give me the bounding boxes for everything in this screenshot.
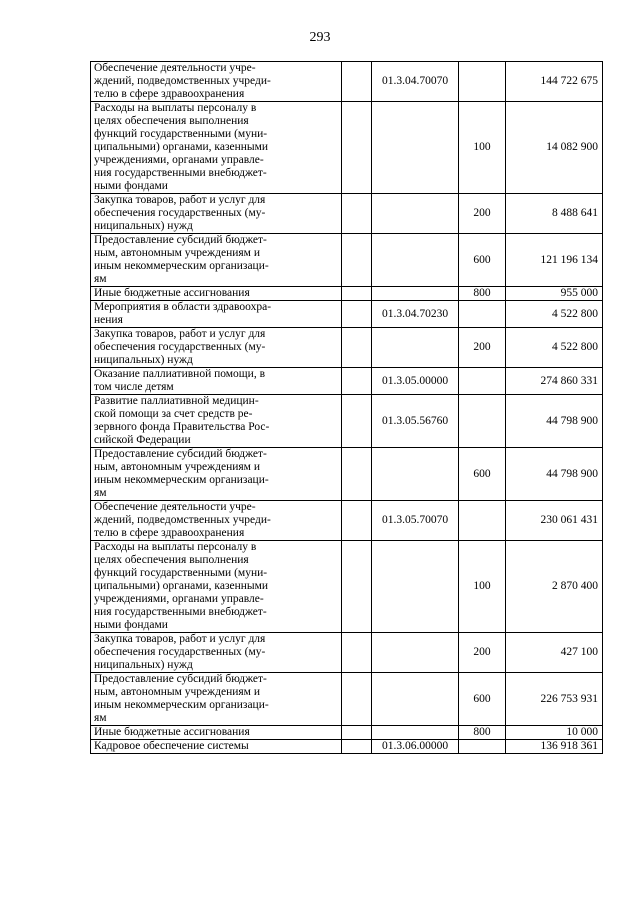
table-row: [91, 287, 603, 301]
row-code: [372, 194, 459, 234]
row-blank-cell: [342, 62, 372, 102]
row-expense-type: [459, 501, 506, 541]
row-name: Расходы на выплаты персоналу в целях обеспечения выполнения функций государственными (муни- ципальными) органами, казенными учреждениями, органами управле- ния государственными внебюджет- ными фондами: [91, 541, 342, 633]
row-expense-type: [459, 62, 506, 102]
row-name: Обеспечение деятельности учре- ждений, подведомственных учреди- телю в сфере здравоохранения: [91, 62, 342, 102]
table-row: [91, 501, 603, 541]
row-expense-type: [459, 301, 506, 328]
row-code: [372, 541, 459, 633]
row-amount: 955 000: [506, 287, 603, 301]
row-blank-cell: [342, 287, 372, 301]
row-code: 01.3.05.56760: [372, 395, 459, 448]
row-code: [372, 287, 459, 301]
row-blank-cell: [342, 102, 372, 194]
row-code: [372, 633, 459, 673]
row-expense-type: 600: [459, 673, 506, 726]
row-expense-type: 800: [459, 287, 506, 301]
row-name: Обеспечение деятельности учре- ждений, подведомственных учреди- телю в сфере здравоохранения: [91, 501, 342, 541]
table-row: [91, 740, 603, 754]
row-name: Закупка товаров, работ и услуг для обеспечения государственных (му- ниципальных) нужд: [91, 328, 342, 368]
row-blank-cell: [342, 234, 372, 287]
row-amount: 427 100: [506, 633, 603, 673]
table-row: [91, 102, 603, 194]
row-code: 01.3.04.70230: [372, 301, 459, 328]
row-expense-type: 800: [459, 726, 506, 740]
table-row: [91, 62, 603, 102]
row-amount: 44 798 900: [506, 448, 603, 501]
row-name: Иные бюджетные ассигнования: [91, 726, 342, 740]
row-code: 01.3.06.00000: [372, 740, 459, 754]
row-amount: 4 522 800: [506, 328, 603, 368]
row-blank-cell: [342, 541, 372, 633]
row-code: 01.3.04.70070: [372, 62, 459, 102]
row-blank-cell: [342, 448, 372, 501]
table-row: [91, 194, 603, 234]
row-amount: 226 753 931: [506, 673, 603, 726]
table-row: [91, 726, 603, 740]
row-blank-cell: [342, 673, 372, 726]
budget-table: [90, 61, 603, 754]
row-name: Предоставление субсидий бюджет- ным, автономным учреждениям и иным некоммерческим организаци- ям: [91, 234, 342, 287]
table-row: [91, 633, 603, 673]
row-blank-cell: [342, 368, 372, 395]
row-amount: 136 918 361: [506, 740, 603, 754]
row-expense-type: 100: [459, 102, 506, 194]
row-code: [372, 673, 459, 726]
row-blank-cell: [342, 501, 372, 541]
table-row: [91, 234, 603, 287]
row-amount: 144 722 675: [506, 62, 603, 102]
row-expense-type: 200: [459, 633, 506, 673]
row-name: Предоставление субсидий бюджет- ным, автономным учреждениям и иным некоммерческим организаци- ям: [91, 673, 342, 726]
table-row: [91, 541, 603, 633]
row-name: Закупка товаров, работ и услуг для обеспечения государственных (му- ниципальных) нужд: [91, 194, 342, 234]
row-expense-type: 600: [459, 234, 506, 287]
row-name: Иные бюджетные ассигнования: [91, 287, 342, 301]
row-name: Оказание паллиативной помощи, в том числе детям: [91, 368, 342, 395]
row-amount: 44 798 900: [506, 395, 603, 448]
row-code: [372, 726, 459, 740]
row-blank-cell: [342, 395, 372, 448]
row-amount: 274 860 331: [506, 368, 603, 395]
table-row: [91, 301, 603, 328]
row-name: Мероприятия в области здравоохра- нения: [91, 301, 342, 328]
row-amount: 230 061 431: [506, 501, 603, 541]
row-name: Предоставление субсидий бюджет- ным, автономным учреждениям и иным некоммерческим организаци- ям: [91, 448, 342, 501]
row-amount: 4 522 800: [506, 301, 603, 328]
row-amount: 121 196 134: [506, 234, 603, 287]
row-expense-type: 600: [459, 448, 506, 501]
row-code: 01.3.05.70070: [372, 501, 459, 541]
row-blank-cell: [342, 726, 372, 740]
row-code: [372, 102, 459, 194]
row-amount: 10 000: [506, 726, 603, 740]
row-blank-cell: [342, 740, 372, 754]
row-name: Закупка товаров, работ и услуг для обеспечения государственных (му- ниципальных) нужд: [91, 633, 342, 673]
row-expense-type: 100: [459, 541, 506, 633]
row-code: 01.3.05.00000: [372, 368, 459, 395]
row-amount: 8 488 641: [506, 194, 603, 234]
row-amount: 2 870 400: [506, 541, 603, 633]
table-row: [91, 395, 603, 448]
table-row: [91, 368, 603, 395]
row-code: [372, 328, 459, 368]
row-expense-type: [459, 740, 506, 754]
row-blank-cell: [342, 633, 372, 673]
table-row: [91, 448, 603, 501]
row-expense-type: [459, 368, 506, 395]
row-code: [372, 234, 459, 287]
row-amount: 14 082 900: [506, 102, 603, 194]
row-blank-cell: [342, 301, 372, 328]
row-blank-cell: [342, 194, 372, 234]
page-number: 293: [309, 30, 331, 45]
row-expense-type: 200: [459, 328, 506, 368]
row-blank-cell: [342, 328, 372, 368]
row-expense-type: 200: [459, 194, 506, 234]
row-name: Расходы на выплаты персоналу в целях обеспечения выполнения функций государственными (муни- ципальными) органами, казенными учреждениями, органами управле- ния государственными внебюджет- ными фондами: [91, 102, 342, 194]
table-row: [91, 673, 603, 726]
table-row: [91, 328, 603, 368]
row-name: Кадровое обеспечение системы: [91, 740, 342, 754]
row-name: Развитие паллиативной медицин- ской помощи за счет средств ре- зервного фонда Правительства Рос- сийской Федерации: [91, 395, 342, 448]
row-code: [372, 448, 459, 501]
row-expense-type: [459, 395, 506, 448]
